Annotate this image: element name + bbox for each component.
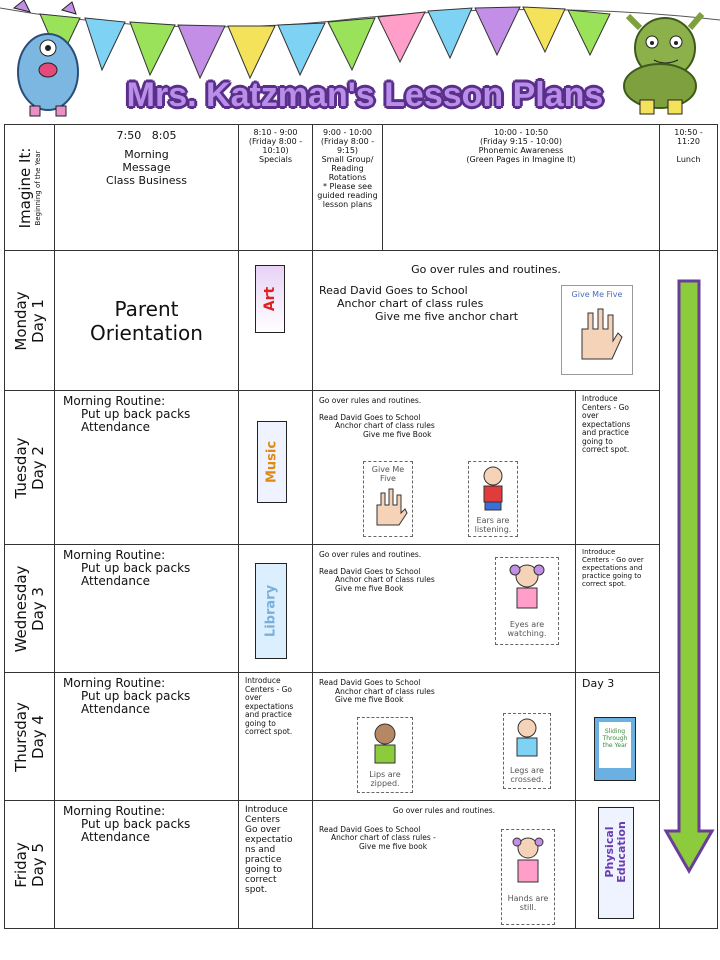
library-bookmark-icon: Library <box>255 563 287 659</box>
row-label-monday: Monday Day 1 <box>5 251 55 391</box>
wednesday-row <box>5 545 718 673</box>
lips-zipped-card: Lips are zipped. <box>357 717 413 793</box>
wednesday-special <box>239 545 313 673</box>
lunch-column <box>660 251 718 929</box>
wednesday-activities: Go over rules and routines. Read David Goes to School Anchor chart of class rules Give me five Book Eyes are watching. <box>313 545 576 673</box>
row-label-imagine-it: Imagine It: Beginning of the Year <box>5 125 55 251</box>
legs-crossed-card: Legs are crossed. <box>503 713 551 789</box>
tuesday-centers: Introduce Centers - Go over expectations and practice going to correct spot. <box>576 391 660 545</box>
monday-row <box>5 251 718 391</box>
row-label-friday: Friday Day 5 <box>5 801 55 929</box>
header-phonemic-awareness: 10:00 - 10:50 (Friday 9:15 - 10:00) Phonemic Awareness (Green Pages in Imagine It) <box>383 125 660 251</box>
friday-special <box>576 801 660 929</box>
thursday-day3: Day 3 Sliding Through the Year <box>576 673 660 801</box>
header-morning: 7:50 8:05 Morning Message Class Business <box>55 125 239 251</box>
child-icon <box>497 558 557 618</box>
give-me-five-card: Give Me Five <box>561 285 633 375</box>
friday-morning: Morning Routine: Put up back packs Attendance <box>55 801 239 929</box>
ears-listening-card: Ears are listening. <box>468 461 518 537</box>
header-specials: 8:10 - 9:00 (Friday 8:00 - 10:10) Specials <box>239 125 313 251</box>
wednesday-morning: Morning Routine: Put up back packs Attendance <box>55 545 239 673</box>
lesson-plan-table <box>4 124 718 929</box>
header-lunch: 10:50 - 11:20 Lunch <box>660 125 718 251</box>
friday-activities: Go over rules and routines. Read David Goes to School Anchor chart of class rules - Give me five book Hands are still. <box>313 801 576 929</box>
music-bookmark-icon: Music <box>257 421 287 503</box>
thursday-activities: Read David Goes to School Anchor chart of class rules Give me five Book Lips are zipped. Legs are crossed. <box>313 673 576 801</box>
wednesday-centers: Introduce Centers - Go over expectations and practice going to correct spot. <box>576 545 660 673</box>
physical-education-bookmark-icon: Physical Education <box>598 807 634 919</box>
thursday-centers: Introduce Centers - Go over expectations and practice going to correct spot. <box>239 673 313 801</box>
give-me-five-card: Give Me Five <box>363 461 413 537</box>
page-title: Mrs. Katzman's Lesson Plans <box>126 76 604 114</box>
hand-icon <box>562 299 632 369</box>
schedule-header-row <box>5 125 718 251</box>
friday-row <box>5 801 718 929</box>
child-icon <box>359 718 411 768</box>
monday-special <box>239 251 313 391</box>
child-icon <box>505 714 549 764</box>
child-icon <box>470 462 516 514</box>
thursday-row <box>5 673 718 801</box>
tuesday-activities: Go over rules and routines. Read David Goes to School Anchor chart of class rules Give me five Book Give Me Five Ears are listening. <box>313 391 576 545</box>
friday-centers: Introduce Centers Go over expectatio ns and practice going to correct spot. <box>239 801 313 929</box>
header-banner <box>0 0 720 122</box>
eyes-watching-card: Eyes are watching. <box>495 557 559 645</box>
monday-activities: Go over rules and routines. Read David Goes to School Anchor chart of class rules Give me five anchor chart Give Me Five <box>313 251 660 391</box>
tuesday-row <box>5 391 718 545</box>
art-bookmark-icon: Art <box>255 265 285 333</box>
book-cover-icon: Sliding Through the Year <box>594 717 636 781</box>
row-label-thursday: Thursday Day 4 <box>5 673 55 801</box>
hands-still-card: Hands are still. <box>501 829 555 925</box>
hand-icon <box>365 483 411 529</box>
monster-right-icon <box>624 14 702 114</box>
thursday-morning: Morning Routine: Put up back packs Attendance <box>55 673 239 801</box>
child-icon <box>503 830 553 892</box>
row-label-tuesday: Tuesday Day 2 <box>5 391 55 545</box>
monday-morning: Parent Orientation <box>55 251 239 391</box>
tuesday-special <box>239 391 313 545</box>
header-small-group: 9:00 - 10:00 (Friday 8:00 - 9:15) Small Group/ Reading Rotations * Please see guided reading lesson plans <box>313 125 383 251</box>
row-label-wednesday: Wednesday Day 3 <box>5 545 55 673</box>
down-arrow-icon <box>660 251 718 905</box>
tuesday-morning: Morning Routine: Put up back packs Attendance <box>55 391 239 545</box>
